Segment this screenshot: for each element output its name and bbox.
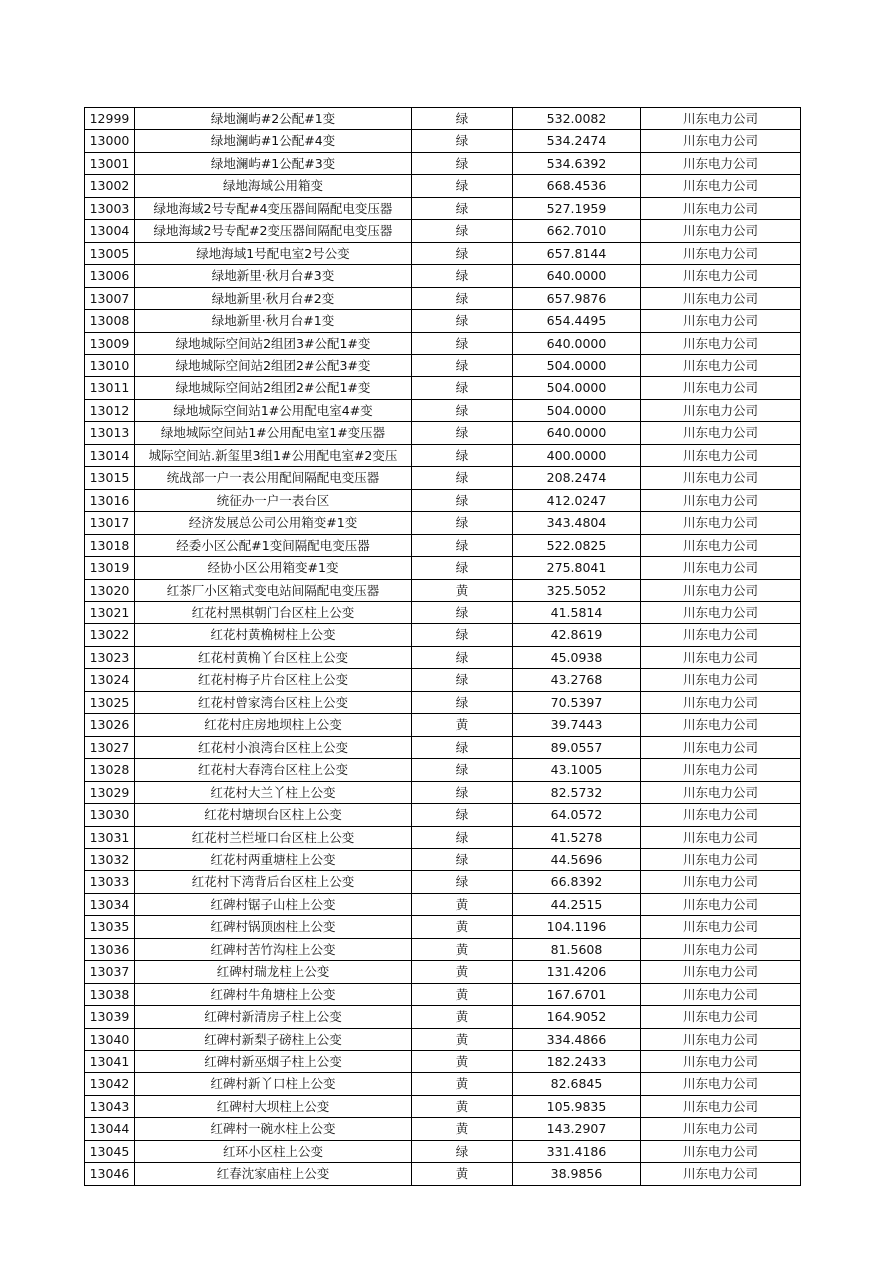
company-cell: 川东电力公司	[641, 893, 801, 915]
status-cell: 黄	[412, 1028, 513, 1050]
row-id-cell: 13011	[85, 377, 135, 399]
row-id-cell: 13046	[85, 1163, 135, 1185]
status-cell: 黄	[412, 1006, 513, 1028]
company-cell: 川东电力公司	[641, 714, 801, 736]
status-cell: 绿	[412, 624, 513, 646]
company-cell: 川东电力公司	[641, 691, 801, 713]
row-id-cell: 13019	[85, 557, 135, 579]
row-id-cell: 13020	[85, 579, 135, 601]
device-name-cell: 经委小区公配#1变间隔配电变压器	[135, 534, 412, 556]
status-cell: 黄	[412, 579, 513, 601]
row-id-cell: 13040	[85, 1028, 135, 1050]
row-id-cell: 13037	[85, 961, 135, 983]
row-id-cell: 13015	[85, 467, 135, 489]
value-cell: 43.1005	[513, 759, 641, 781]
table-row	[85, 1028, 801, 1050]
row-id-cell: 13034	[85, 893, 135, 915]
table-row	[85, 310, 801, 332]
device-name-cell: 绿地城际空间站1#公用配电室4#变	[135, 399, 412, 421]
table-row	[85, 242, 801, 264]
company-cell: 川东电力公司	[641, 287, 801, 309]
row-id-cell: 13008	[85, 310, 135, 332]
table-row	[85, 871, 801, 893]
status-cell: 绿	[412, 152, 513, 174]
device-name-cell: 绿地城际空间站2组团2#公配1#变	[135, 377, 412, 399]
status-cell: 绿	[412, 804, 513, 826]
device-name-cell: 红花村庄房地坝柱上公变	[135, 714, 412, 736]
company-cell: 川东电力公司	[641, 377, 801, 399]
table-row	[85, 265, 801, 287]
status-cell: 黄	[412, 983, 513, 1005]
device-name-cell: 红花村兰栏垭口台区柱上公变	[135, 826, 412, 848]
row-id-cell: 12999	[85, 108, 135, 130]
row-id-cell: 13043	[85, 1095, 135, 1117]
status-cell: 绿	[412, 512, 513, 534]
value-cell: 70.5397	[513, 691, 641, 713]
status-cell: 黄	[412, 1095, 513, 1117]
company-cell: 川东电力公司	[641, 916, 801, 938]
company-cell: 川东电力公司	[641, 781, 801, 803]
company-cell: 川东电力公司	[641, 108, 801, 130]
table-row	[85, 579, 801, 601]
status-cell: 绿	[412, 848, 513, 870]
value-cell: 640.0000	[513, 422, 641, 444]
company-cell: 川东电力公司	[641, 804, 801, 826]
company-cell: 川东电力公司	[641, 1051, 801, 1073]
status-cell: 绿	[412, 646, 513, 668]
company-cell: 川东电力公司	[641, 983, 801, 1005]
value-cell: 143.2907	[513, 1118, 641, 1140]
company-cell: 川东电力公司	[641, 759, 801, 781]
row-id-cell: 13003	[85, 197, 135, 219]
table-row	[85, 332, 801, 354]
value-cell: 504.0000	[513, 354, 641, 376]
device-name-cell: 绿地城际空间站1#公用配电室1#变压器	[135, 422, 412, 444]
row-id-cell: 13007	[85, 287, 135, 309]
table-row	[85, 557, 801, 579]
device-name-cell: 绿地海域公用箱变	[135, 175, 412, 197]
row-id-cell: 13027	[85, 736, 135, 758]
device-name-cell: 红春沈家庙柱上公变	[135, 1163, 412, 1185]
value-cell: 657.9876	[513, 287, 641, 309]
device-name-cell: 经协小区公用箱变#1变	[135, 557, 412, 579]
device-name-cell: 绿地城际空间站2组团3#公配1#变	[135, 332, 412, 354]
row-id-cell: 13018	[85, 534, 135, 556]
row-id-cell: 13016	[85, 489, 135, 511]
value-cell: 532.0082	[513, 108, 641, 130]
table-row	[85, 714, 801, 736]
company-cell: 川东电力公司	[641, 1163, 801, 1185]
device-name-cell: 红碑村锯子山柱上公变	[135, 893, 412, 915]
value-cell: 45.0938	[513, 646, 641, 668]
table-row	[85, 691, 801, 713]
company-cell: 川东电力公司	[641, 1006, 801, 1028]
table-row	[85, 512, 801, 534]
device-name-cell: 绿地新里·秋月台#2变	[135, 287, 412, 309]
table-row	[85, 175, 801, 197]
company-cell: 川东电力公司	[641, 848, 801, 870]
row-id-cell: 13031	[85, 826, 135, 848]
row-id-cell: 13006	[85, 265, 135, 287]
value-cell: 164.9052	[513, 1006, 641, 1028]
value-cell: 39.7443	[513, 714, 641, 736]
company-cell: 川东电力公司	[641, 175, 801, 197]
table-row	[85, 893, 801, 915]
value-cell: 131.4206	[513, 961, 641, 983]
table-row	[85, 377, 801, 399]
device-name-cell: 绿地城际空间站2组团2#公配3#变	[135, 354, 412, 376]
company-cell: 川东电力公司	[641, 242, 801, 264]
table-row	[85, 534, 801, 556]
device-name-cell: 红碑村新梨子磅柱上公变	[135, 1028, 412, 1050]
value-cell: 44.2515	[513, 893, 641, 915]
value-cell: 64.0572	[513, 804, 641, 826]
value-cell: 41.5278	[513, 826, 641, 848]
table-row	[85, 108, 801, 130]
value-cell: 89.0557	[513, 736, 641, 758]
transformer-table	[84, 107, 801, 1186]
status-cell: 绿	[412, 736, 513, 758]
company-cell: 川东电力公司	[641, 130, 801, 152]
company-cell: 川东电力公司	[641, 736, 801, 758]
device-name-cell: 统战部一户一表公用配间隔配电变压器	[135, 467, 412, 489]
value-cell: 82.5732	[513, 781, 641, 803]
device-name-cell: 红花村曾家湾台区柱上公变	[135, 691, 412, 713]
device-name-cell: 红茶厂小区箱式变电站间隔配电变压器	[135, 579, 412, 601]
device-name-cell: 红花村大兰丫柱上公变	[135, 781, 412, 803]
row-id-cell: 13033	[85, 871, 135, 893]
status-cell: 绿	[412, 1140, 513, 1162]
device-name-cell: 绿地海域2号专配#4变压器间隔配电变压器	[135, 197, 412, 219]
value-cell: 167.6701	[513, 983, 641, 1005]
row-id-cell: 13005	[85, 242, 135, 264]
value-cell: 504.0000	[513, 399, 641, 421]
device-name-cell: 红花村梅子片台区柱上公变	[135, 669, 412, 691]
status-cell: 绿	[412, 108, 513, 130]
value-cell: 640.0000	[513, 332, 641, 354]
status-cell: 绿	[412, 422, 513, 444]
company-cell: 川东电力公司	[641, 444, 801, 466]
row-id-cell: 13026	[85, 714, 135, 736]
status-cell: 绿	[412, 197, 513, 219]
value-cell: 182.2433	[513, 1051, 641, 1073]
device-name-cell: 经济发展总公司公用箱变#1变	[135, 512, 412, 534]
status-cell: 绿	[412, 332, 513, 354]
device-name-cell: 红环小区柱上公变	[135, 1140, 412, 1162]
row-id-cell: 13004	[85, 220, 135, 242]
value-cell: 412.0247	[513, 489, 641, 511]
device-name-cell: 红碑村新清房子柱上公变	[135, 1006, 412, 1028]
company-cell: 川东电力公司	[641, 512, 801, 534]
row-id-cell: 13029	[85, 781, 135, 803]
transformer-table-body	[85, 108, 801, 1186]
table-row	[85, 1140, 801, 1162]
status-cell: 黄	[412, 714, 513, 736]
status-cell: 绿	[412, 399, 513, 421]
value-cell: 504.0000	[513, 377, 641, 399]
row-id-cell: 13023	[85, 646, 135, 668]
device-name-cell: 红碑村新丫口柱上公变	[135, 1073, 412, 1095]
row-id-cell: 13041	[85, 1051, 135, 1073]
company-cell: 川东电力公司	[641, 624, 801, 646]
company-cell: 川东电力公司	[641, 1028, 801, 1050]
table-row	[85, 1051, 801, 1073]
row-id-cell: 13014	[85, 444, 135, 466]
value-cell: 331.4186	[513, 1140, 641, 1162]
table-row	[85, 220, 801, 242]
row-id-cell: 13039	[85, 1006, 135, 1028]
value-cell: 343.4804	[513, 512, 641, 534]
status-cell: 绿	[412, 691, 513, 713]
company-cell: 川东电力公司	[641, 354, 801, 376]
status-cell: 绿	[412, 444, 513, 466]
device-name-cell: 红花村塘坝台区柱上公变	[135, 804, 412, 826]
value-cell: 534.6392	[513, 152, 641, 174]
company-cell: 川东电力公司	[641, 871, 801, 893]
value-cell: 662.7010	[513, 220, 641, 242]
device-name-cell: 绿地澜屿#1公配#3变	[135, 152, 412, 174]
table-row	[85, 669, 801, 691]
company-cell: 川东电力公司	[641, 601, 801, 623]
company-cell: 川东电力公司	[641, 399, 801, 421]
status-cell: 黄	[412, 1051, 513, 1073]
status-cell: 绿	[412, 871, 513, 893]
table-row	[85, 826, 801, 848]
value-cell: 82.6845	[513, 1073, 641, 1095]
device-name-cell: 绿地澜屿#1公配#4变	[135, 130, 412, 152]
status-cell: 黄	[412, 1073, 513, 1095]
table-row	[85, 287, 801, 309]
row-id-cell: 13013	[85, 422, 135, 444]
status-cell: 黄	[412, 1163, 513, 1185]
status-cell: 绿	[412, 310, 513, 332]
value-cell: 104.1196	[513, 916, 641, 938]
company-cell: 川东电力公司	[641, 332, 801, 354]
table-row	[85, 938, 801, 960]
row-id-cell: 13036	[85, 938, 135, 960]
table-row	[85, 354, 801, 376]
device-name-cell: 统征办一户一表台区	[135, 489, 412, 511]
table-row	[85, 804, 801, 826]
row-id-cell: 13045	[85, 1140, 135, 1162]
row-id-cell: 13030	[85, 804, 135, 826]
device-name-cell: 绿地新里·秋月台#1变	[135, 310, 412, 332]
value-cell: 534.2474	[513, 130, 641, 152]
table-row	[85, 422, 801, 444]
status-cell: 绿	[412, 781, 513, 803]
value-cell: 66.8392	[513, 871, 641, 893]
value-cell: 522.0825	[513, 534, 641, 556]
status-cell: 黄	[412, 1118, 513, 1140]
value-cell: 208.2474	[513, 467, 641, 489]
device-name-cell: 绿地海域2号专配#2变压器间隔配电变压器	[135, 220, 412, 242]
table-row	[85, 1163, 801, 1185]
value-cell: 41.5814	[513, 601, 641, 623]
status-cell: 绿	[412, 557, 513, 579]
device-name-cell: 绿地澜屿#2公配#1变	[135, 108, 412, 130]
value-cell: 275.8041	[513, 557, 641, 579]
company-cell: 川东电力公司	[641, 310, 801, 332]
device-name-cell: 红花村黑棋朝门台区柱上公变	[135, 601, 412, 623]
table-row	[85, 130, 801, 152]
status-cell: 绿	[412, 242, 513, 264]
table-row	[85, 1118, 801, 1140]
row-id-cell: 13001	[85, 152, 135, 174]
status-cell: 黄	[412, 961, 513, 983]
table-row	[85, 916, 801, 938]
device-name-cell: 红花村黄桷树柱上公变	[135, 624, 412, 646]
device-name-cell: 绿地新里·秋月台#3变	[135, 265, 412, 287]
device-name-cell: 红花村两重塘柱上公变	[135, 848, 412, 870]
device-name-cell: 红碑村大坝柱上公变	[135, 1095, 412, 1117]
table-row	[85, 848, 801, 870]
status-cell: 绿	[412, 759, 513, 781]
company-cell: 川东电力公司	[641, 938, 801, 960]
table-row	[85, 1073, 801, 1095]
table-row	[85, 467, 801, 489]
company-cell: 川东电力公司	[641, 534, 801, 556]
value-cell: 654.4495	[513, 310, 641, 332]
value-cell: 527.1959	[513, 197, 641, 219]
value-cell: 657.8144	[513, 242, 641, 264]
status-cell: 绿	[412, 220, 513, 242]
row-id-cell: 13025	[85, 691, 135, 713]
company-cell: 川东电力公司	[641, 220, 801, 242]
status-cell: 绿	[412, 287, 513, 309]
table-row	[85, 624, 801, 646]
value-cell: 43.2768	[513, 669, 641, 691]
status-cell: 绿	[412, 377, 513, 399]
table-row	[85, 759, 801, 781]
status-cell: 绿	[412, 534, 513, 556]
table-row	[85, 601, 801, 623]
value-cell: 42.8619	[513, 624, 641, 646]
company-cell: 川东电力公司	[641, 467, 801, 489]
device-name-cell: 城际空间站.新玺里3组1#公用配电室#2变压	[135, 444, 412, 466]
company-cell: 川东电力公司	[641, 1118, 801, 1140]
table-row	[85, 152, 801, 174]
value-cell: 400.0000	[513, 444, 641, 466]
device-name-cell: 红碑村牛角塘柱上公变	[135, 983, 412, 1005]
company-cell: 川东电力公司	[641, 669, 801, 691]
device-name-cell: 绿地海域1号配电室2号公变	[135, 242, 412, 264]
row-id-cell: 13022	[85, 624, 135, 646]
row-id-cell: 13024	[85, 669, 135, 691]
row-id-cell: 13021	[85, 601, 135, 623]
table-row	[85, 1095, 801, 1117]
device-name-cell: 红碑村瑞龙柱上公变	[135, 961, 412, 983]
row-id-cell: 13009	[85, 332, 135, 354]
value-cell: 105.9835	[513, 1095, 641, 1117]
row-id-cell: 13032	[85, 848, 135, 870]
value-cell: 81.5608	[513, 938, 641, 960]
table-row	[85, 646, 801, 668]
table-row	[85, 399, 801, 421]
value-cell: 44.5696	[513, 848, 641, 870]
device-name-cell: 红碑村新巫烟子柱上公变	[135, 1051, 412, 1073]
row-id-cell: 13035	[85, 916, 135, 938]
company-cell: 川东电力公司	[641, 489, 801, 511]
status-cell: 绿	[412, 130, 513, 152]
table-row	[85, 1006, 801, 1028]
row-id-cell: 13038	[85, 983, 135, 1005]
device-name-cell: 红碑村一碗水柱上公变	[135, 1118, 412, 1140]
value-cell: 38.9856	[513, 1163, 641, 1185]
status-cell: 绿	[412, 467, 513, 489]
device-name-cell: 红花村小浪湾台区柱上公变	[135, 736, 412, 758]
company-cell: 川东电力公司	[641, 152, 801, 174]
company-cell: 川东电力公司	[641, 1073, 801, 1095]
status-cell: 绿	[412, 265, 513, 287]
row-id-cell: 13042	[85, 1073, 135, 1095]
table-row	[85, 781, 801, 803]
status-cell: 绿	[412, 175, 513, 197]
status-cell: 绿	[412, 669, 513, 691]
table-row	[85, 197, 801, 219]
row-id-cell: 13002	[85, 175, 135, 197]
row-id-cell: 13017	[85, 512, 135, 534]
row-id-cell: 13028	[85, 759, 135, 781]
status-cell: 黄	[412, 938, 513, 960]
row-id-cell: 13044	[85, 1118, 135, 1140]
status-cell: 绿	[412, 354, 513, 376]
status-cell: 黄	[412, 893, 513, 915]
table-row	[85, 736, 801, 758]
status-cell: 绿	[412, 489, 513, 511]
company-cell: 川东电力公司	[641, 646, 801, 668]
company-cell: 川东电力公司	[641, 422, 801, 444]
value-cell: 668.4536	[513, 175, 641, 197]
status-cell: 黄	[412, 916, 513, 938]
table-row	[85, 489, 801, 511]
table-row	[85, 961, 801, 983]
company-cell: 川东电力公司	[641, 1140, 801, 1162]
row-id-cell: 13012	[85, 399, 135, 421]
row-id-cell: 13010	[85, 354, 135, 376]
company-cell: 川东电力公司	[641, 265, 801, 287]
device-name-cell: 红花村黄桷丫台区柱上公变	[135, 646, 412, 668]
company-cell: 川东电力公司	[641, 1095, 801, 1117]
status-cell: 绿	[412, 601, 513, 623]
status-cell: 绿	[412, 826, 513, 848]
value-cell: 325.5052	[513, 579, 641, 601]
value-cell: 640.0000	[513, 265, 641, 287]
company-cell: 川东电力公司	[641, 579, 801, 601]
device-name-cell: 红花村下湾背后台区柱上公变	[135, 871, 412, 893]
company-cell: 川东电力公司	[641, 197, 801, 219]
device-name-cell: 红碑村苦竹沟柱上公变	[135, 938, 412, 960]
company-cell: 川东电力公司	[641, 826, 801, 848]
value-cell: 334.4866	[513, 1028, 641, 1050]
device-name-cell: 红花村大春湾台区柱上公变	[135, 759, 412, 781]
company-cell: 川东电力公司	[641, 961, 801, 983]
table-row	[85, 444, 801, 466]
device-name-cell: 红碑村锅顶凼柱上公变	[135, 916, 412, 938]
row-id-cell: 13000	[85, 130, 135, 152]
company-cell: 川东电力公司	[641, 557, 801, 579]
table-row	[85, 983, 801, 1005]
